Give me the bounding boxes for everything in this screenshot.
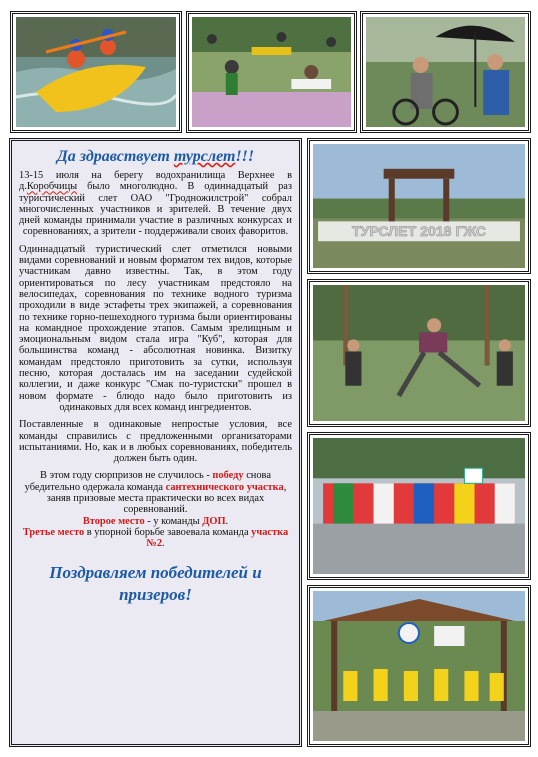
arch-sign-text: ТУРСЛЕТ 2018 ГЖС [351,223,487,240]
awards-photo [313,591,525,741]
title-highlight: турслет [173,148,236,165]
second-place: Второе место - у команды ДОП. [82,515,229,527]
exercise-photo [192,17,351,127]
winner-team: сантехнического участка [165,481,284,493]
photo-frame-cube [307,279,531,427]
winner-highlight: победу [212,470,244,482]
judge-photo [366,17,525,127]
paragraph-conditions: Поставленные в одинаковые непростые условия, все команды справились с предложенными организаторами испытаниями. Но, как и в любых соревнованиях, победитель должен быть один. [19,419,292,465]
photo-frame-exercise [186,11,357,133]
article-title: Да здравствует турслет!!! [56,148,255,165]
photo-frame-kayak [10,11,182,133]
third-place: Третье место в упорной борьбе завоевала команда участка №2. [22,526,289,550]
paragraph-intro: 13-15 июля на берегу водохранилища Верхнее в д.Коробчицы было многолюдно. В одиннадцатый раз туристический слет ОАО "Гродножилстрой" собрал многочисленных участников и зрителей. В течение двух дней команды принимали участие в различных конкурсах и соревнованиях, а зрители - поддерживали своих фаворитов. [19,170,292,238]
cube-photo [313,285,525,421]
photo-frame-awards [307,585,531,747]
paragraph-results: В этом году сюрпризов не случилось - победу снова убедительно одержала команда сантехнического участка, заняв призовые места практически во всех видах соревнований. [24,470,287,516]
article-panel [9,138,302,747]
paragraph-competitions: Одиннадцатый туристический слет отметился новыми видами соревнований и новым форматом тех видов, которые участникам давно известны. Так, в этом году ориентироваться по лесу участникам предстояло на велосипедах, соревнования по технике водного туризма проходили в виде эстафеты трех экипажей, а соревнования по технике горно-пешеходного туризма были ориентированы на командное прохождение этапов. Самым зрелищным и эмоциональным видом стала игра "Куб", которая для большинства команд - абсолютная новинка. Визитку командам предстояло приготовить за сутки, используя песню, которая досталась им на заседании судейской коллегии, и даже конкурс "Смак по-туристски" прошел в новом формате - блюдо надо было приготовить из одинаковых для всех команд ингредиентов. [19,243,292,413]
photo-frame-judge [360,11,531,133]
arch-photo [313,144,525,268]
photo-frame-lineup [307,432,531,580]
congratulations-text: Поздравляем победителей и призеров! [49,562,262,604]
photo-frame-arch [307,138,531,274]
lineup-photo [313,438,525,574]
kayak-photo [16,17,176,127]
